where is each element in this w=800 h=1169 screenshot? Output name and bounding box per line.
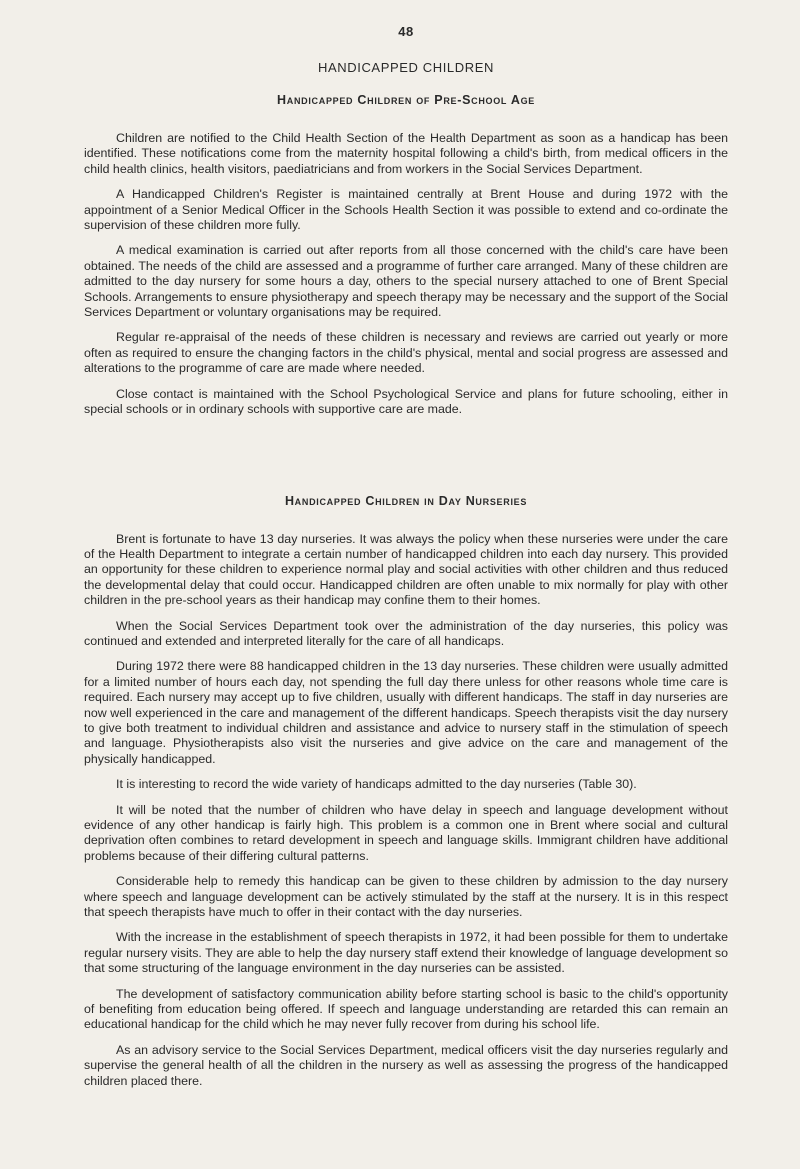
paragraph: Children are notified to the Child Health Section of the Health Department as soon as a handicap has been identified. These notifications come from the maternity hospital following a child's birth, from medical officers in the child health clinics, health visitors, paediatricians and from workers in the Social Services Department. [84, 131, 728, 176]
paragraph: Brent is fortunate to have 13 day nurseries. It was always the policy when these nurseries were under the care of the Health Department to integrate a certain number of handicapped children into each day nursery. This provided an opportunity for these children to experience normal play and social activities with other children and thus reduced the developmental delay that could occur. Handicapped children are often unable to mix normally for play with other children in the pre-school years as their handicap may confine them to their homes. [84, 531, 728, 608]
paragraph: A Handicapped Children's Register is maintained centrally at Brent House and during 1972 with the appointment of a Senior Medical Officer in the Schools Health Section it was possible to extend and co-ordinate the supervision of these children more fully. [84, 187, 728, 233]
paragraph: Close contact is maintained with the School Psychological Service and plans for future schooling, either in special schools or in ordinary schools with supportive care are made. [84, 386, 728, 417]
section-day-nurseries [84, 494, 728, 1090]
paragraph: As an advisory service to the Social Services Department, medical officers visit the day nurseries regularly and supervise the general health of all the children in the nursery as well as assessing the progress of the handicapped children placed there. [84, 1042, 728, 1088]
paragraph: During 1972 there were 88 handicapped children in the 13 day nurseries. These children were usually admitted for a limited number of hours each day, not spending the full day there unless for other reasons whole time care is required. Each nursery may accept up to five children, usually with different handicaps. The staff in day nurseries are now well experienced in the care and management of the different handicaps. Speech therapists visit the day nursery to give both treatment to individual children and assistance and advice to nursery staff in the stimulation of speech and language. Physiotherapists also visit the nurseries and give advice on the care and management of the physically handicapped. [84, 659, 728, 766]
paragraph: With the increase in the establishment of speech therapists in 1972, it had been possible for them to undertake regular nursery visits. They are able to help the day nursery staff extend their knowledge of language development so that some structuring of the language environment in the day nurseries can be assisted. [84, 930, 728, 976]
page-number: 48 [398, 24, 414, 39]
paragraph: It is interesting to record the wide variety of handicaps admitted to the day nurseries (Table 30). [116, 777, 637, 792]
paragraph: It will be noted that the number of children who have delay in speech and language development without evidence of any other handicap is fairly high. This problem is a common one in Brent where social and cultural deprivation often combines to retard development in speech and language skills. Immigrant children have additional problems because of their differing cultural patterns. [84, 802, 728, 863]
section-pre-school [84, 93, 728, 418]
paragraph: Regular re-appraisal of the needs of these children is necessary and reviews are carried out yearly or more often as required to ensure the changing factors in the child's physical, mental and social progress are assessed and alterations to the programme of care are made where needed. [84, 330, 728, 376]
section-heading-pre-school: Handicapped Children of Pre-School Age [277, 93, 535, 107]
paragraph: A medical examination is carried out after reports from all those concerned with the child's care have been obtained. The needs of the child are assessed and a programme of further care arranged. Many of these children are admitted to the day nursery for some hours a day, others to the special nursery attached to one of Brent Special Schools. Arrangements to ensure physiotherapy and speech therapy may be necessary and the support of the Social Services Department or voluntary organisations may be required. [84, 243, 728, 320]
paragraph: The development of satisfactory communication ability before starting school is basic to the child's opportunity of benefiting from education being offered. If speech and language understanding are retarded this can remain an educational handicap for the child which he may never fully recover from during his school life. [84, 986, 728, 1032]
paragraph: When the Social Services Department took over the administration of the day nurseries, this policy was continued and extended and interpreted literally for the care of all handicaps. [84, 618, 728, 648]
section-heading-day-nurseries: Handicapped Children in Day Nurseries [284, 493, 528, 508]
page-title: HANDICAPPED CHILDREN [318, 60, 494, 75]
paragraph: Considerable help to remedy this handicap can be given to these children by admission to the day nursery where speech and language development can be actively stimulated by the staff at the nursery. It is in this respect that speech therapists have much to offer in their contact with the day nurseries. [84, 874, 728, 920]
